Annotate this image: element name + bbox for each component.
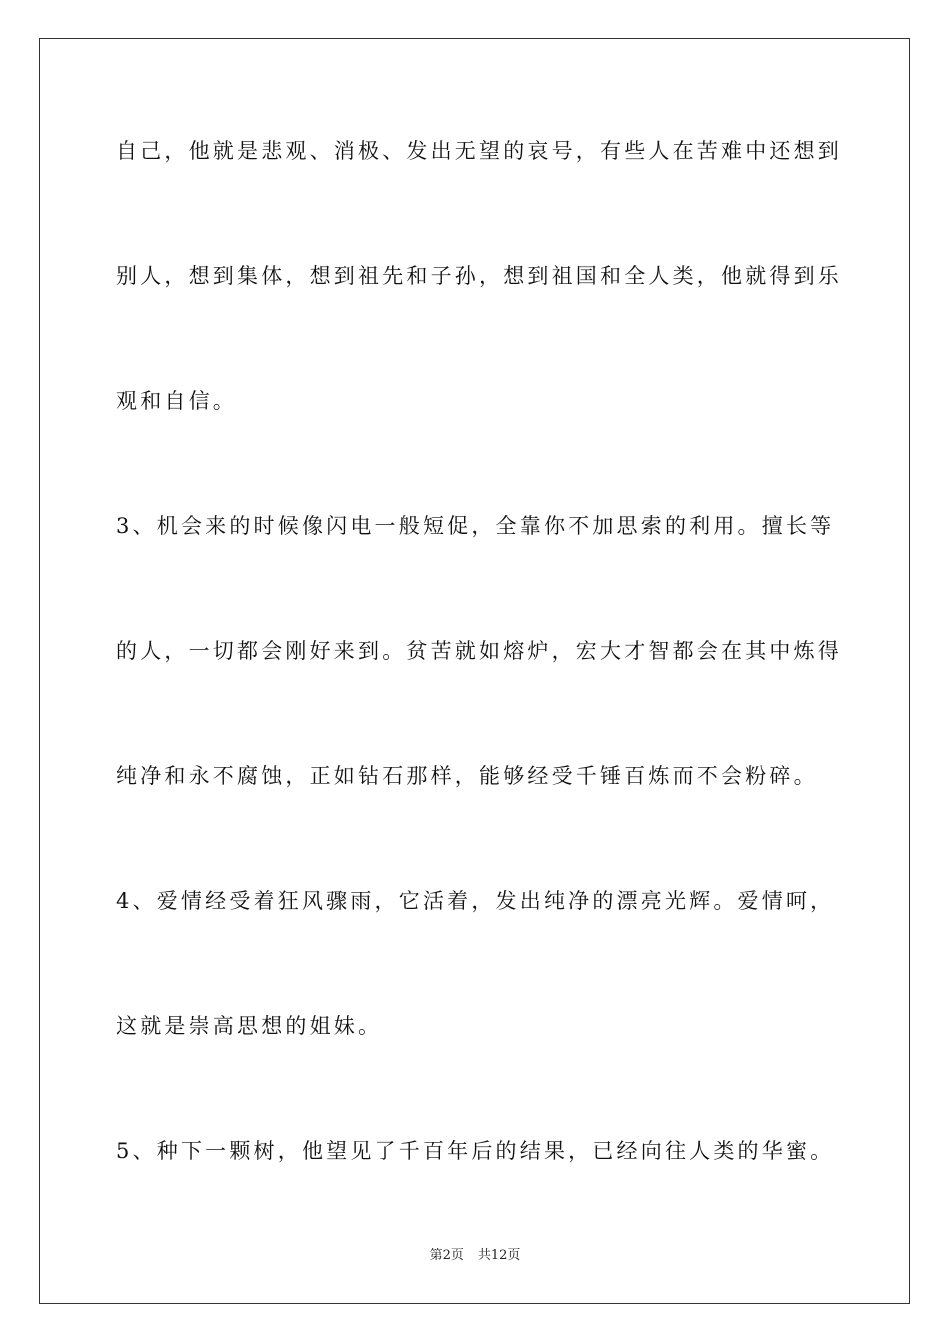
text-line: 纯净和永不腐蚀，正如钻石那样，能够经受千锤百炼而不会粉碎。: [116, 764, 818, 788]
text-line: 观和自信。: [116, 389, 237, 413]
text-line: 3、机会来的时候像闪电一般短促，全靠你不加思索的利用。擅长等: [116, 514, 835, 538]
text-line: 这就是崇高思想的姐妹。: [116, 1014, 383, 1038]
text-line: 别人，想到集体，想到祖先和子孙，想到祖国和全人类，他就得到乐: [116, 264, 842, 288]
page-border: [39, 38, 910, 1304]
text-line: 5、种下一颗树，他望见了千百年后的结果，已经向往人类的华蜜。: [116, 1139, 835, 1163]
text-line: 的人，一切都会刚好来到。贫苦就如熔炉，宏大才智都会在其中炼得: [116, 639, 842, 663]
text-line: 自己，他就是悲观、消极、发出无望的哀号，有些人在苦难中还想到: [116, 139, 842, 163]
text-line: 4、爱情经受着狂风骤雨，它活着，发出纯净的漂亮光辉。爱情呵，: [116, 889, 835, 913]
page-number-current: 第2页: [429, 1248, 464, 1263]
page-footer: [0, 1247, 950, 1265]
page-number-total: 共12页: [477, 1248, 521, 1263]
